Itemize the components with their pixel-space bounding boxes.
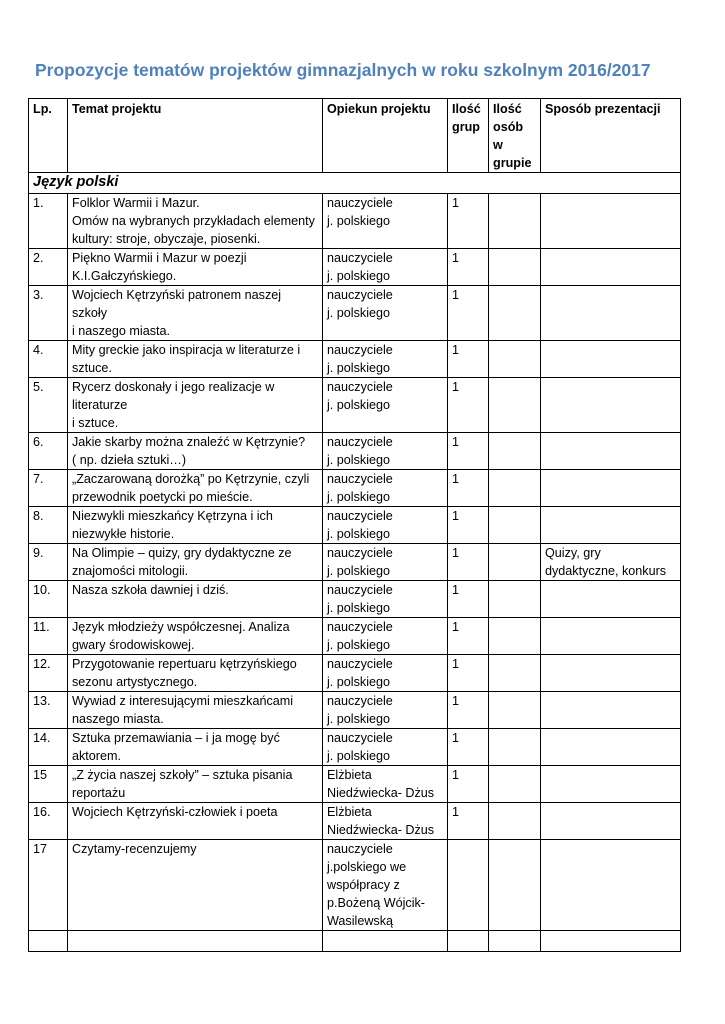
cell-presentation <box>541 840 681 931</box>
cell-people <box>489 341 541 378</box>
cell-lp: 17 <box>29 840 68 931</box>
cell-presentation <box>541 766 681 803</box>
cell-tutor: nauczyciele j. polskiego <box>323 544 448 581</box>
cell-groups: 1 <box>448 378 489 433</box>
cell-lp: 10. <box>29 581 68 618</box>
table-body <box>29 173 681 952</box>
cell-tutor: nauczyciele j. polskiego <box>323 655 448 692</box>
cell-topic: Mity greckie jako inspiracja w literaturze i sztuce. <box>68 341 323 378</box>
empty-cell <box>541 931 681 952</box>
cell-groups: 1 <box>448 655 489 692</box>
table-row <box>29 544 681 581</box>
cell-presentation <box>541 470 681 507</box>
table-row <box>29 692 681 729</box>
cell-tutor: nauczyciele j. polskiego <box>323 692 448 729</box>
cell-people <box>489 766 541 803</box>
table-row <box>29 249 681 286</box>
cell-lp: 11. <box>29 618 68 655</box>
cell-groups: 1 <box>448 470 489 507</box>
cell-topic: Sztuka przemawiania – i ja mogę być aktorem. <box>68 729 323 766</box>
cell-topic: „Zaczarowaną dorożką” po Kętrzynie, czyli przewodnik poetycki po mieście. <box>68 470 323 507</box>
projects-table <box>28 98 681 952</box>
cell-groups: 1 <box>448 341 489 378</box>
cell-presentation <box>541 378 681 433</box>
cell-groups <box>448 840 489 931</box>
cell-people <box>489 692 541 729</box>
cell-lp: 8. <box>29 507 68 544</box>
cell-tutor: nauczyciele j. polskiego <box>323 507 448 544</box>
cell-presentation <box>541 433 681 470</box>
cell-topic: Język młodzieży współczesnej. Analiza gwary środowiskowej. <box>68 618 323 655</box>
cell-people <box>489 470 541 507</box>
cell-lp: 4. <box>29 341 68 378</box>
cell-lp: 13. <box>29 692 68 729</box>
cell-tutor: Elżbieta Niedźwiecka- Dżus <box>323 803 448 840</box>
cell-people <box>489 286 541 341</box>
cell-tutor: nauczyciele j. polskiego <box>323 470 448 507</box>
cell-groups: 1 <box>448 581 489 618</box>
cell-presentation <box>541 341 681 378</box>
table-row <box>29 341 681 378</box>
cell-people <box>489 581 541 618</box>
cell-groups: 1 <box>448 433 489 470</box>
cell-lp: 12. <box>29 655 68 692</box>
cell-people <box>489 803 541 840</box>
cell-topic: Nasza szkoła dawniej i dziś. <box>68 581 323 618</box>
cell-lp: 14. <box>29 729 68 766</box>
cell-groups: 1 <box>448 507 489 544</box>
cell-groups: 1 <box>448 194 489 249</box>
cell-topic: Czytamy-recenzujemy <box>68 840 323 931</box>
table-row <box>29 655 681 692</box>
header-tutor: Opiekun projektu <box>323 99 448 173</box>
empty-cell <box>68 931 323 952</box>
cell-presentation <box>541 692 681 729</box>
cell-people <box>489 840 541 931</box>
cell-people <box>489 433 541 470</box>
cell-topic: Piękno Warmii i Mazur w poezji K.I.Gałczyńskiego. <box>68 249 323 286</box>
table-row <box>29 194 681 249</box>
table-row <box>29 803 681 840</box>
header-people: Ilość osób w grupie <box>489 99 541 173</box>
cell-tutor: nauczyciele j. polskiego <box>323 249 448 286</box>
cell-topic: Na Olimpie – quizy, gry dydaktyczne ze znajomości mitologii. <box>68 544 323 581</box>
table-row <box>29 433 681 470</box>
header-lp: Lp. <box>29 99 68 173</box>
cell-topic: Rycerz doskonały i jego realizacje w literaturze i sztuce. <box>68 378 323 433</box>
cell-people <box>489 544 541 581</box>
cell-groups: 1 <box>448 803 489 840</box>
cell-tutor: nauczyciele j. polskiego <box>323 341 448 378</box>
cell-people <box>489 655 541 692</box>
cell-tutor: nauczyciele j. polskiego <box>323 581 448 618</box>
cell-groups: 1 <box>448 766 489 803</box>
document-title: Propozycje tematów projektów gimnazjalnych w roku szkolnym 2016/2017 <box>35 60 651 80</box>
table-row <box>29 729 681 766</box>
cell-lp: 16. <box>29 803 68 840</box>
cell-presentation <box>541 249 681 286</box>
cell-people <box>489 507 541 544</box>
empty-cell <box>489 931 541 952</box>
section-row <box>29 173 681 194</box>
cell-tutor: nauczyciele j. polskiego <box>323 618 448 655</box>
cell-topic: Jakie skarby można znaleźć w Kętrzynie? ( np. dzieła sztuki…) <box>68 433 323 470</box>
table-row <box>29 286 681 341</box>
cell-topic: Wojciech Kętrzyński patronem naszej szkoły i naszego miasta. <box>68 286 323 341</box>
cell-groups: 1 <box>448 729 489 766</box>
cell-groups: 1 <box>448 286 489 341</box>
cell-people <box>489 378 541 433</box>
cell-lp: 3. <box>29 286 68 341</box>
cell-tutor: nauczyciele j. polskiego <box>323 378 448 433</box>
table-row <box>29 378 681 433</box>
cell-people <box>489 249 541 286</box>
cell-topic: Niezwykli mieszkańcy Kętrzyna i ich niezwykłe historie. <box>68 507 323 544</box>
cell-presentation <box>541 729 681 766</box>
empty-cell <box>323 931 448 952</box>
cell-topic: Folklor Warmii i Mazur. Omów na wybranych przykładach elementy kultury: stroje, obyczaje, piosenki. <box>68 194 323 249</box>
cell-people <box>489 618 541 655</box>
table-row <box>29 507 681 544</box>
table-row <box>29 766 681 803</box>
table-row <box>29 840 681 931</box>
cell-lp: 2. <box>29 249 68 286</box>
cell-tutor: nauczyciele j.polskiego we współpracy z p.Bożeną Wójcik-Wasilewską <box>323 840 448 931</box>
cell-lp: 15 <box>29 766 68 803</box>
empty-cell <box>448 931 489 952</box>
cell-tutor: Elżbieta Niedźwiecka- Dżus <box>323 766 448 803</box>
section-title: Język polski <box>29 173 681 194</box>
cell-tutor: nauczyciele j. polskiego <box>323 433 448 470</box>
cell-presentation <box>541 803 681 840</box>
cell-groups: 1 <box>448 692 489 729</box>
cell-lp: 7. <box>29 470 68 507</box>
header-groups: Ilość grup <box>448 99 489 173</box>
cell-presentation <box>541 618 681 655</box>
header-topic: Temat projektu <box>68 99 323 173</box>
table-row <box>29 581 681 618</box>
cell-groups: 1 <box>448 544 489 581</box>
cell-people <box>489 729 541 766</box>
cell-tutor: nauczyciele j. polskiego <box>323 194 448 249</box>
header-presentation: Sposób prezentacji <box>541 99 681 173</box>
empty-row <box>29 931 681 952</box>
cell-presentation <box>541 507 681 544</box>
cell-topic: „Z życia naszej szkoły” – sztuka pisania reportażu <box>68 766 323 803</box>
empty-cell <box>29 931 68 952</box>
cell-presentation <box>541 286 681 341</box>
cell-presentation <box>541 194 681 249</box>
cell-presentation <box>541 655 681 692</box>
cell-topic: Wywiad z interesującymi mieszkańcami naszego miasta. <box>68 692 323 729</box>
cell-people <box>489 194 541 249</box>
cell-lp: 1. <box>29 194 68 249</box>
cell-tutor: nauczyciele j. polskiego <box>323 729 448 766</box>
cell-lp: 6. <box>29 433 68 470</box>
cell-topic: Wojciech Kętrzyński-człowiek i poeta <box>68 803 323 840</box>
cell-lp: 5. <box>29 378 68 433</box>
cell-presentation: Quizy, gry dydaktyczne, konkurs <box>541 544 681 581</box>
cell-groups: 1 <box>448 249 489 286</box>
cell-presentation <box>541 581 681 618</box>
cell-tutor: nauczyciele j. polskiego <box>323 286 448 341</box>
cell-groups: 1 <box>448 618 489 655</box>
cell-topic: Przygotowanie repertuaru kętrzyńskiego sezonu artystycznego. <box>68 655 323 692</box>
table-header-row <box>29 99 681 173</box>
cell-lp: 9. <box>29 544 68 581</box>
table-row <box>29 618 681 655</box>
table-row <box>29 470 681 507</box>
